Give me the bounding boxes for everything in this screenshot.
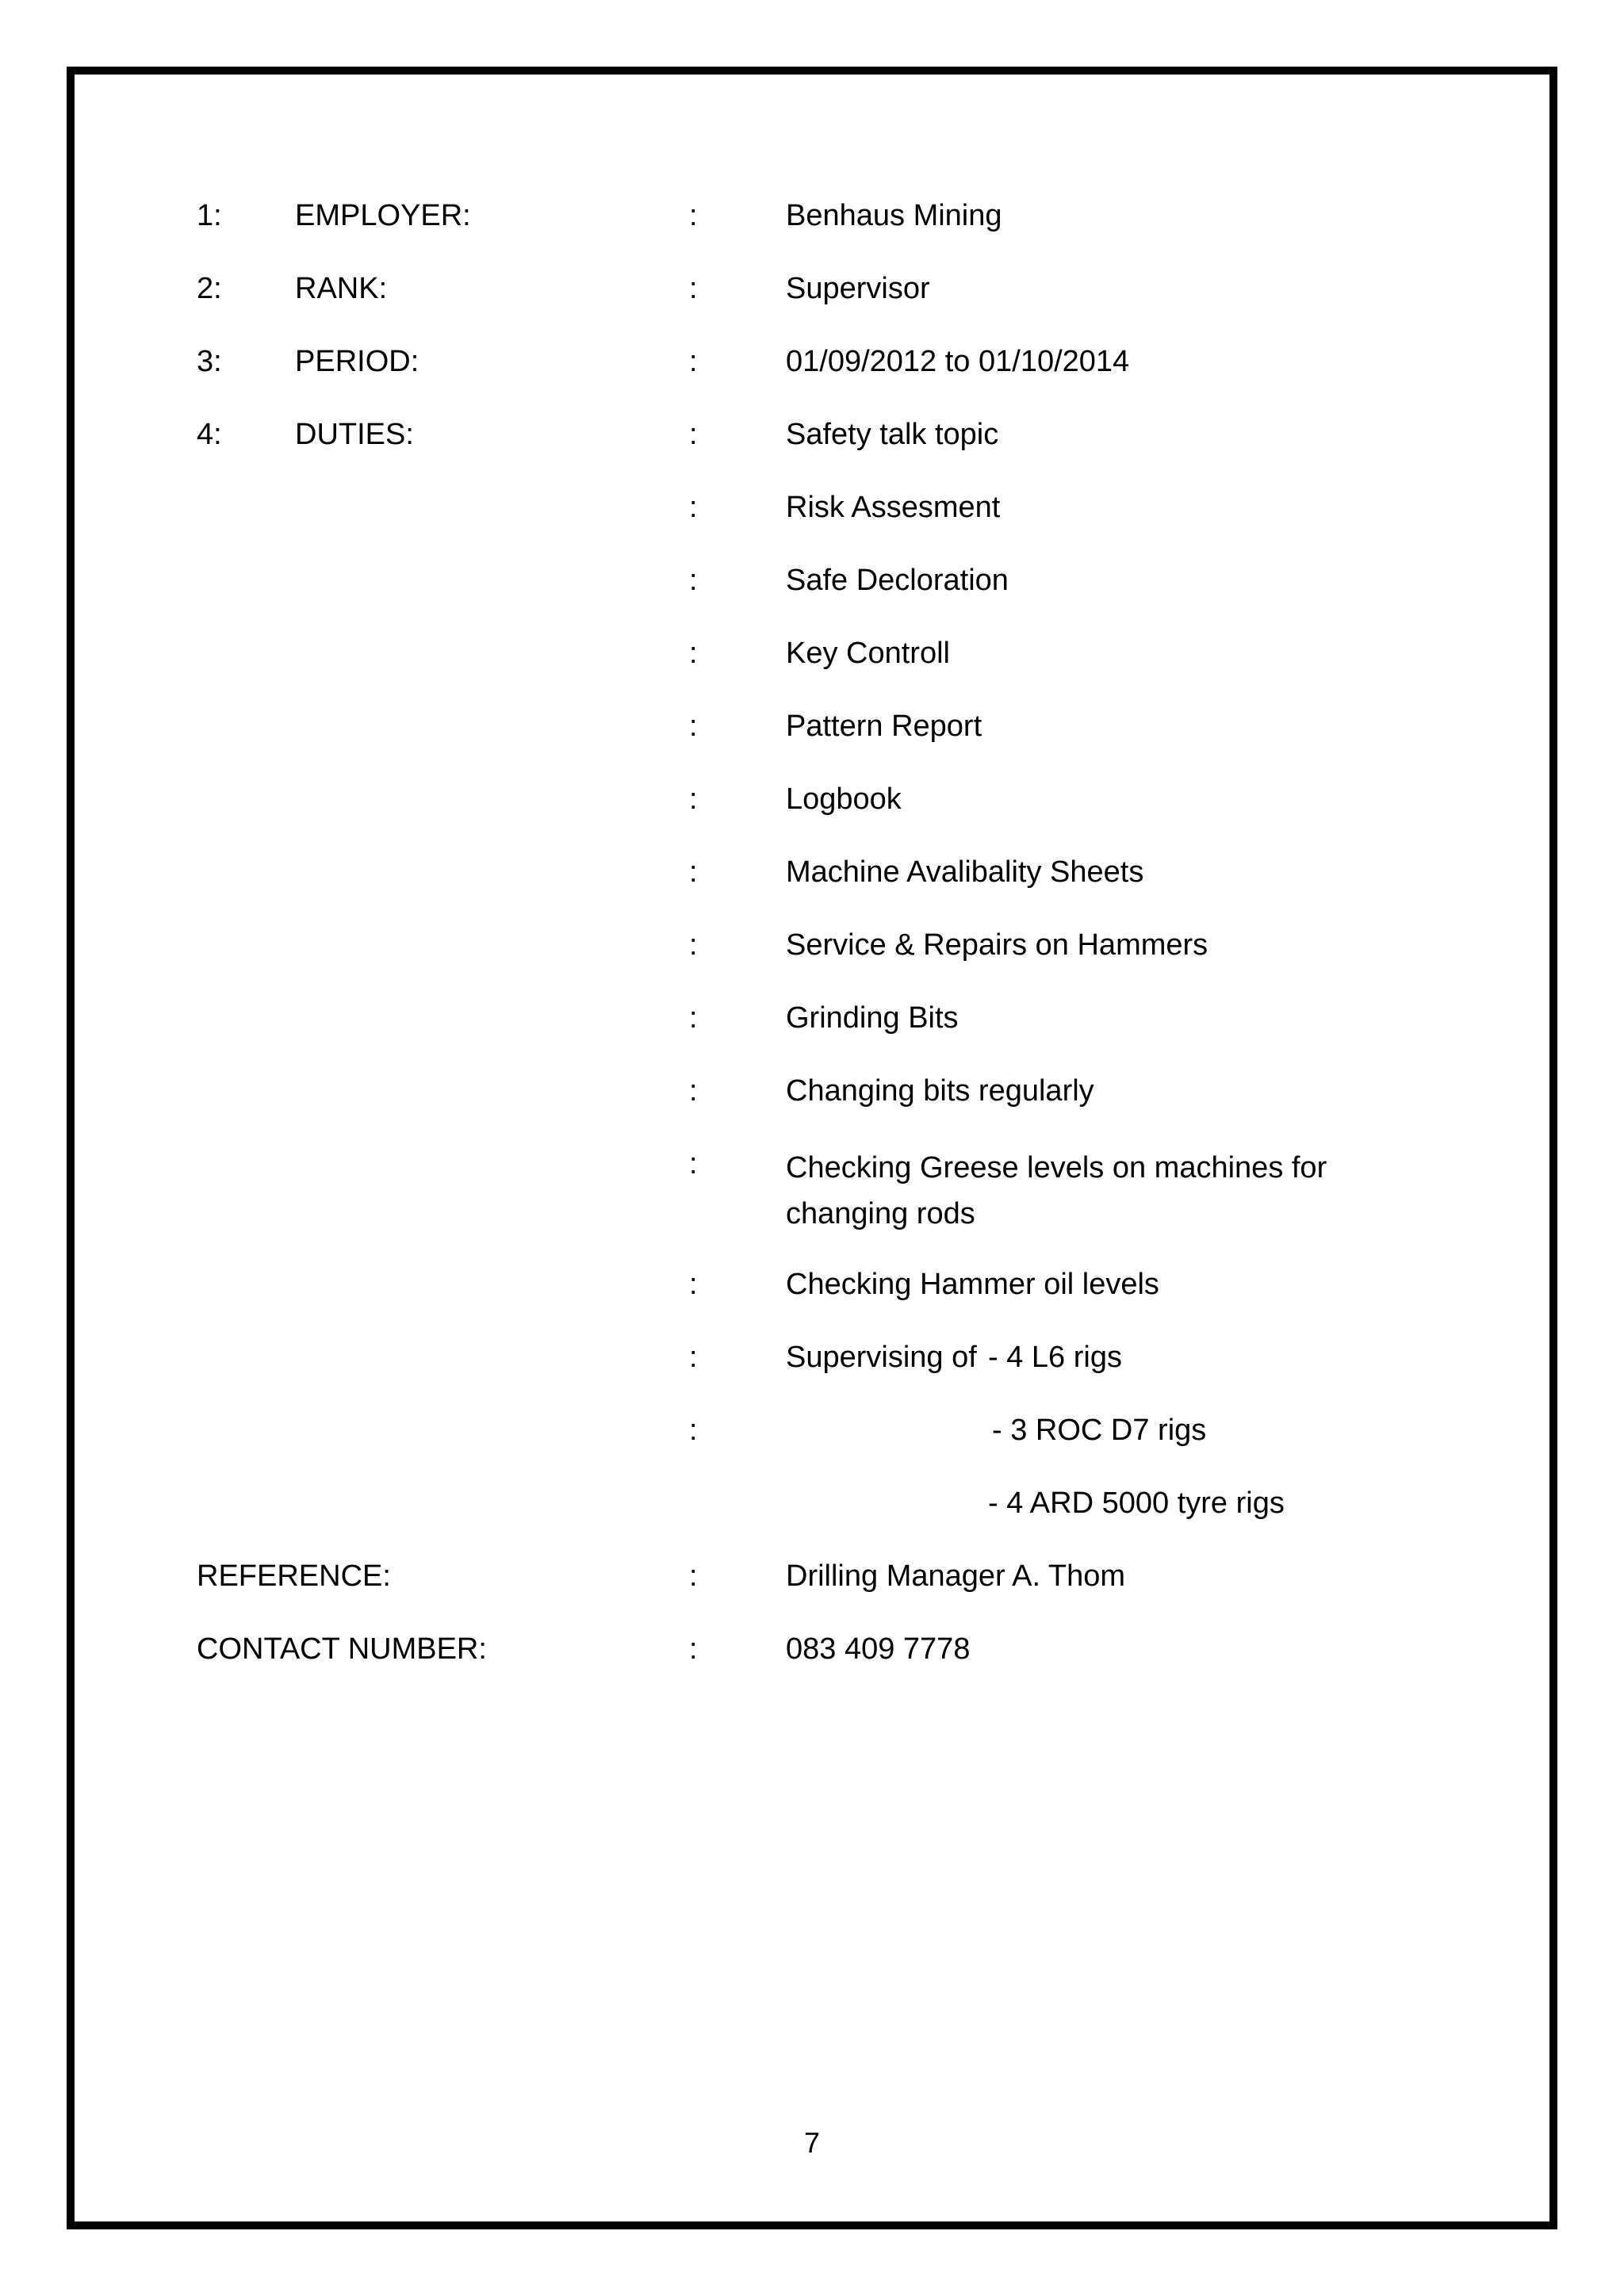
duty-colon: : [689, 783, 698, 816]
reference-row [0, 1557, 1624, 1605]
duty-value: Risk Assesment [786, 491, 1001, 524]
duty-value: Service & Repairs on Hammers [786, 928, 1208, 962]
entry-colon: : [689, 199, 698, 232]
rig-item: - 3 ROC D7 rigs [992, 1414, 1207, 1447]
contact-value: 083 409 7778 [786, 1632, 971, 1666]
entry-number: 1: [197, 199, 222, 232]
rig-item: - 4 L6 rigs [988, 1341, 1122, 1374]
duty-item [0, 1265, 1624, 1313]
supervising-lead: Supervising of [786, 1341, 977, 1374]
reference-colon: : [689, 1559, 698, 1593]
entry-number: 2: [197, 272, 222, 305]
duty-value: Checking Greese levels on machines for changing rods [786, 1151, 1327, 1230]
duty-colon: : [689, 855, 698, 889]
duty-value: Safe Decloration [786, 564, 1009, 597]
duty-item [0, 853, 1624, 901]
reference-value: Drilling Manager A. Thom [786, 1559, 1126, 1593]
entry-rank [0, 270, 1624, 317]
duty-item [0, 1072, 1624, 1119]
duty-value: Grinding Bits [786, 1001, 959, 1035]
duty-colon: : [689, 1147, 698, 1181]
duty-item [0, 780, 1624, 828]
duty-item [0, 634, 1624, 682]
entry-label: RANK: [295, 272, 388, 305]
supervising-row [0, 1411, 1624, 1459]
rig-item: - 4 ARD 5000 tyre rigs [988, 1487, 1285, 1520]
duty-item [0, 999, 1624, 1047]
duty-item [0, 926, 1624, 974]
entry-colon: : [689, 418, 698, 451]
duty-colon: : [689, 1268, 698, 1301]
entry-number: 3: [197, 345, 222, 378]
duty-value: Machine Avalibality Sheets [786, 855, 1144, 889]
entry-colon: : [689, 272, 698, 305]
duty-item [0, 707, 1624, 755]
supervising-row [0, 1484, 1624, 1532]
entry-duties [0, 415, 1624, 463]
entry-period [0, 342, 1624, 390]
duty-colon: : [689, 637, 698, 670]
entry-value: Benhaus Mining [786, 199, 1002, 232]
duty-value: Logbook [786, 783, 902, 816]
duty-item [0, 488, 1624, 536]
entry-number: 4: [197, 418, 222, 451]
duty-colon: : [689, 1001, 698, 1035]
duty-value: Changing bits regularly [786, 1074, 1094, 1108]
duty-colon: : [689, 491, 698, 524]
contact-colon: : [689, 1632, 698, 1666]
duty-colon: : [689, 928, 698, 962]
duty-colon: : [689, 1414, 698, 1447]
duty-item [0, 1145, 1624, 1240]
entry-employer [0, 197, 1624, 244]
duty-item [0, 561, 1624, 609]
reference-label: REFERENCE: [197, 1559, 391, 1593]
duty-colon: : [689, 1074, 698, 1108]
entry-value: 01/09/2012 to 01/10/2014 [786, 345, 1130, 378]
entry-label: PERIOD: [295, 345, 419, 378]
entry-colon: : [689, 345, 698, 378]
entry-value: Safety talk topic [786, 418, 999, 451]
duty-colon: : [689, 710, 698, 743]
contact-label: CONTACT NUMBER: [197, 1632, 487, 1666]
entry-value: Supervisor [786, 272, 930, 305]
entry-label: EMPLOYER: [295, 199, 471, 232]
duty-colon: : [689, 1341, 698, 1374]
duty-value: Checking Hammer oil levels [786, 1268, 1159, 1301]
duty-value: Pattern Report [786, 710, 982, 743]
duty-colon: : [689, 564, 698, 597]
entry-label: DUTIES: [295, 418, 414, 451]
duty-value: Key Controll [786, 637, 950, 670]
supervising-row [0, 1338, 1624, 1386]
contact-row [0, 1630, 1624, 1678]
page-number: 7 [803, 2126, 821, 2159]
